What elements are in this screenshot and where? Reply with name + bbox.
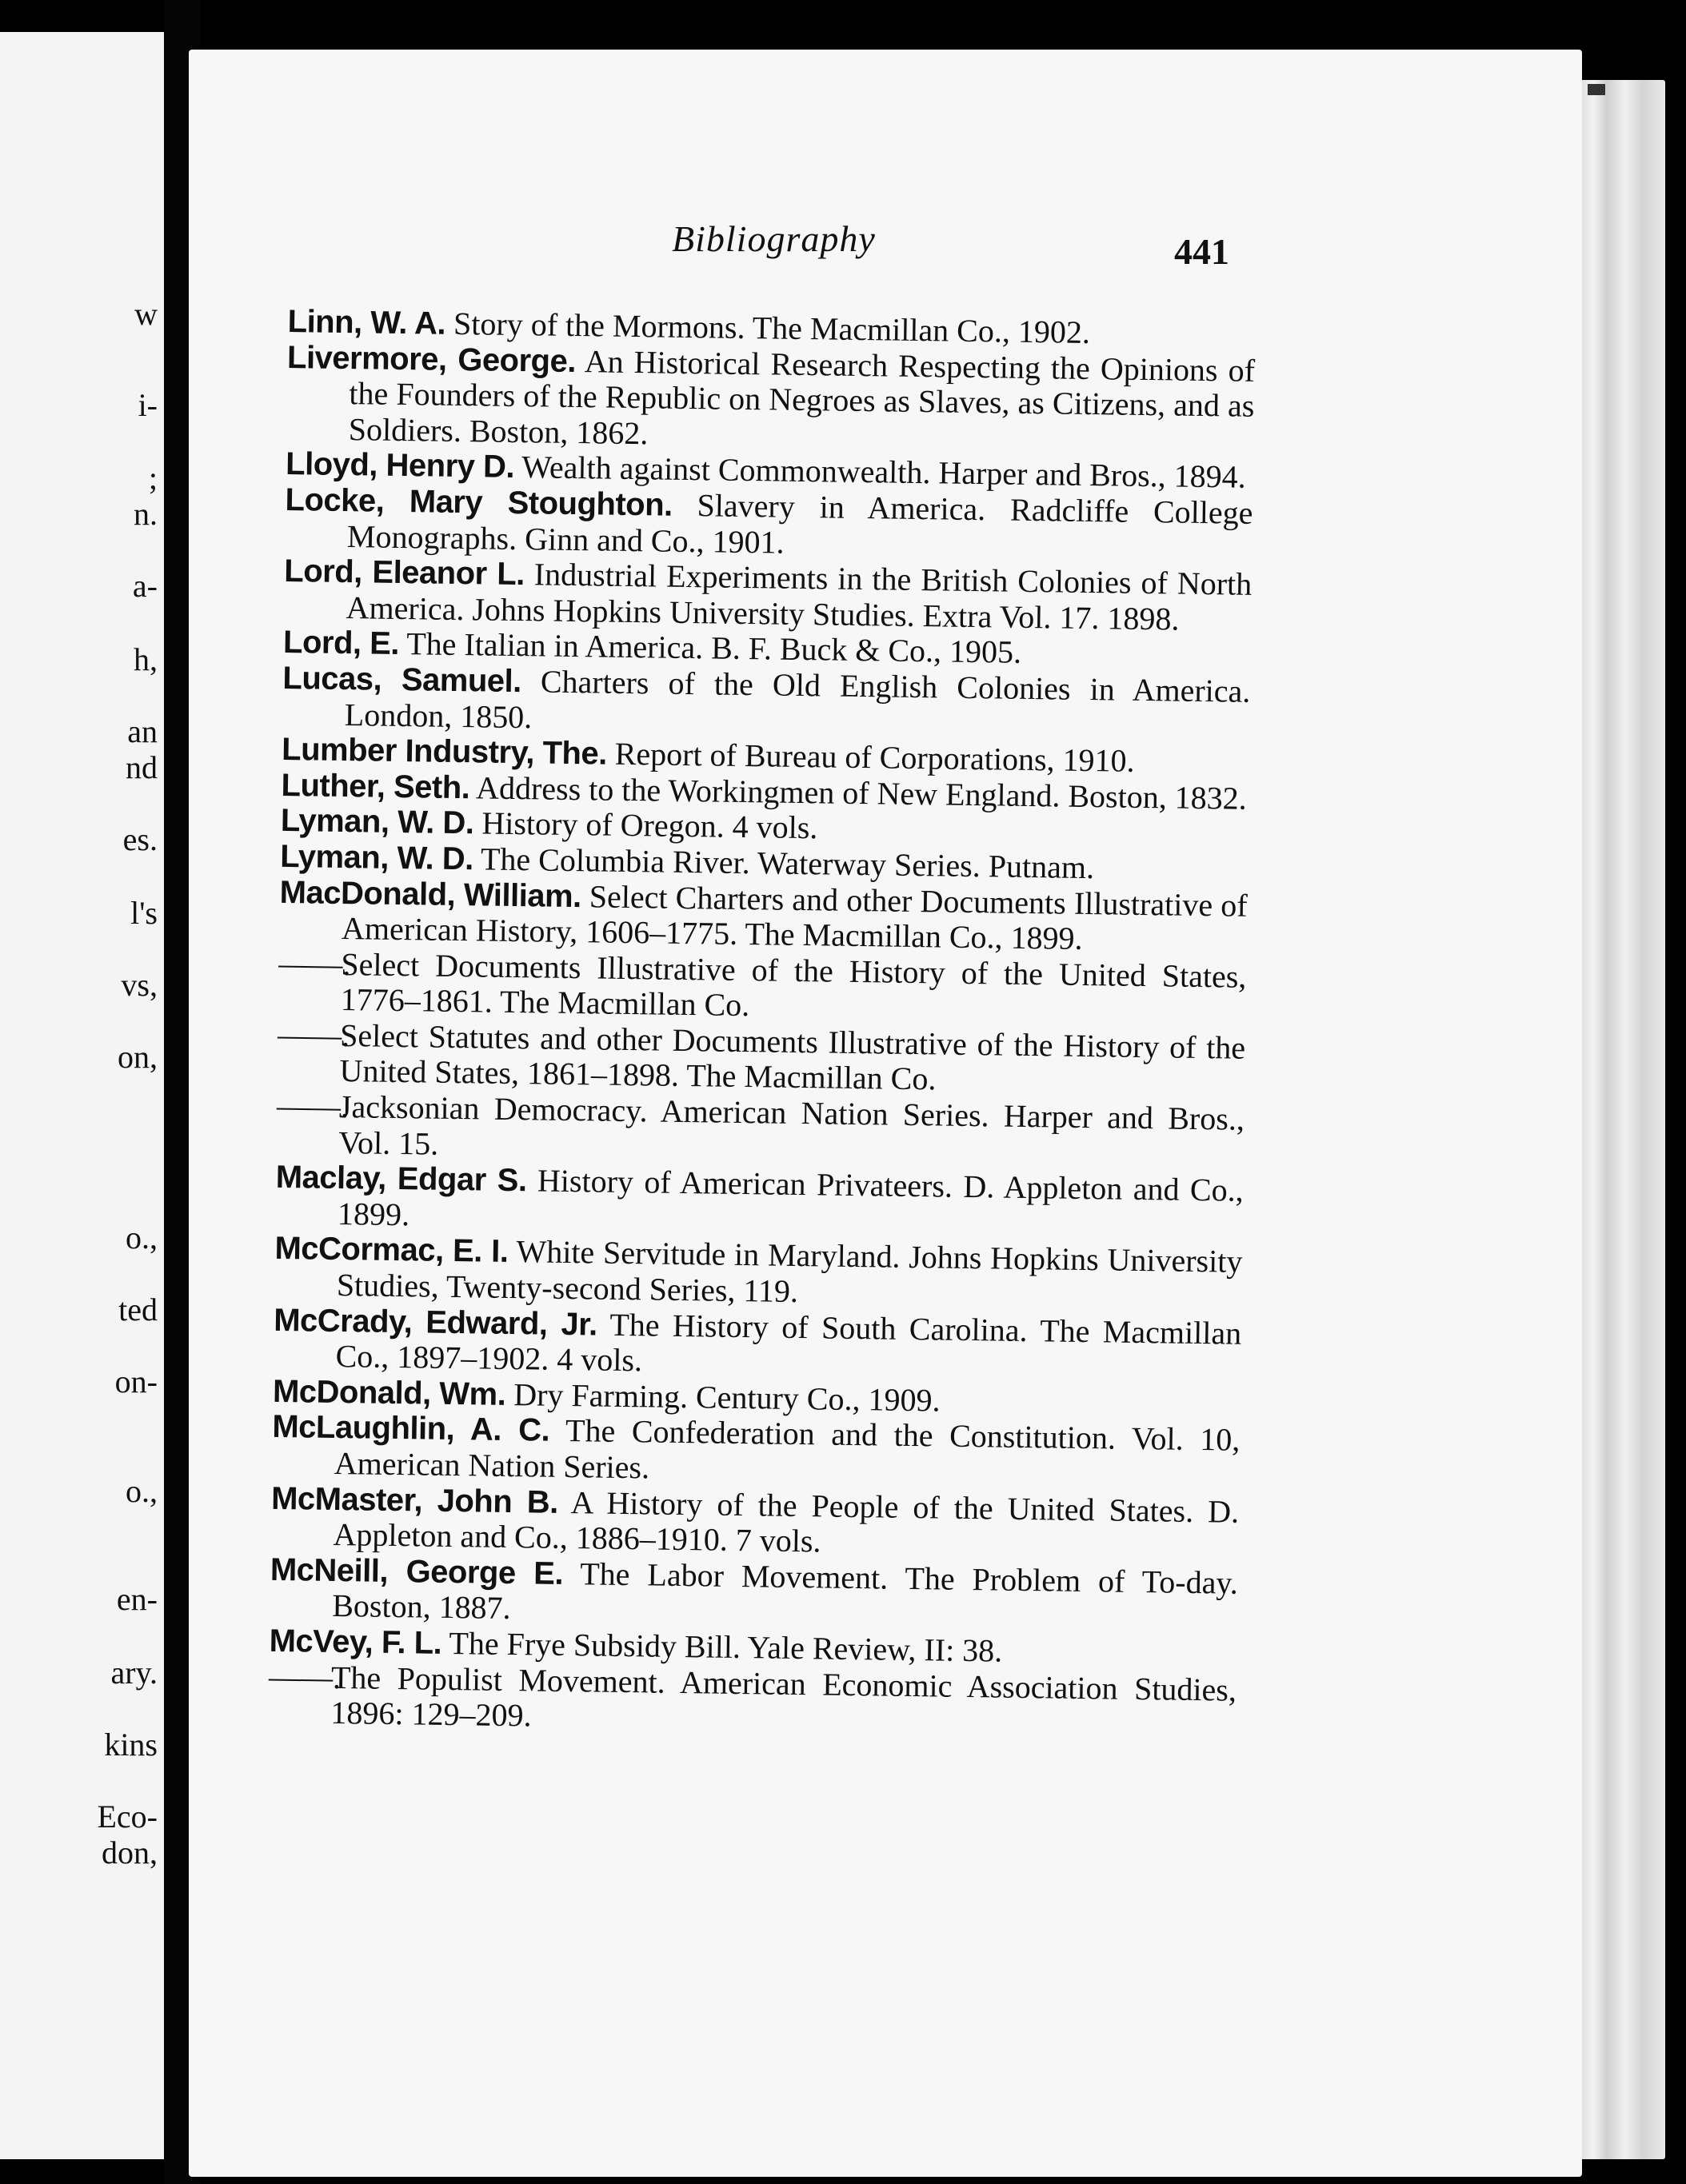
bibliography-entry: [273, 1303, 1241, 1387]
left-page-fragment: don,: [102, 1835, 158, 1871]
entry-text: Story of the Mormons. The Macmillan Co., 1902.: [453, 305, 1091, 351]
entry-text: The Confederation and the Constitution. Vol. 10, American Nation Series.: [334, 1412, 1241, 1486]
entry-author: McDonald, Wm.: [272, 1373, 506, 1412]
left-page-fragment: i-: [138, 387, 158, 423]
entry-dash: ——.: [276, 1087, 350, 1125]
entry-author: Lyman, W. D.: [280, 803, 474, 841]
entry-text: Charters of the Old English Colonies in America. London, 1850.: [344, 663, 1251, 735]
entry-author: McVey, F. L.: [269, 1623, 442, 1661]
entry-author: Lord, E.: [282, 625, 400, 662]
running-head: Bibliography: [672, 218, 876, 259]
bibliography-entry: [285, 482, 1253, 567]
left-page-fragment: ary.: [110, 1655, 158, 1691]
bibliography-entry: [271, 1409, 1240, 1494]
entry-dash: ——.: [277, 1016, 350, 1054]
entry-author: Lyman, W. D.: [280, 838, 474, 877]
bibliography-entry: [275, 1160, 1244, 1244]
entry-author: Livermore, George.: [286, 339, 577, 379]
entry-author: Lumber Industry, The.: [281, 732, 608, 772]
left-page-fragment: on-: [114, 1364, 158, 1399]
entry-author: Lord, Eleanor L.: [284, 553, 525, 593]
entry-text: Select Statutes and other Documents Illustrative of the History of the United States, 1861–1898. The Macmillan Co.: [339, 1016, 1246, 1097]
entry-author: McCrady, Edward, Jr.: [273, 1302, 597, 1343]
entry-text: An Historical Research Respecting the Opinions of the Founders of the Republic on Negroes as Slaves, as Citizens, and as Soldiers. Boston, 1862.: [348, 342, 1256, 452]
left-page-fragment: kins: [104, 1727, 158, 1763]
entry-text: Jacksonian Democracy. American Nation Series. Harper and Bros., Vol. 15.: [338, 1088, 1245, 1162]
entry-text: Wealth against Commonwealth. Harper and Bros., 1894.: [521, 449, 1247, 496]
entry-text: The Columbia River. Waterway Series. Putnam.: [480, 840, 1095, 886]
left-page-fragment: a-: [132, 568, 158, 604]
entry-text: The Italian in America. B. F. Buck & Co., 1905.: [406, 625, 1022, 671]
left-page-fragment: h,: [134, 641, 158, 677]
entry-text: The Frye Subsidy Bill. Yale Review, II: 38.: [449, 1624, 1003, 1669]
entry-text: The Labor Movement. The Problem of To-day. Boston, 1887.: [331, 1555, 1239, 1627]
left-page-fragment: n.: [134, 496, 158, 532]
left-page-fragment: an: [127, 713, 158, 749]
left-page-fragment: en-: [116, 1581, 158, 1617]
entry-author: McCormac, E. I.: [274, 1231, 509, 1270]
edge-mark: [1588, 84, 1605, 95]
entry-author: McMaster, John B.: [270, 1480, 559, 1520]
page-number: 441: [1174, 231, 1229, 272]
left-page-fragment: o.,: [126, 1220, 158, 1256]
entry-author: Lucas, Samuel.: [282, 660, 522, 700]
entry-author: Linn, W. A.: [287, 304, 446, 341]
entry-text: Address to the Workingmen of New England. Boston, 1832.: [475, 769, 1248, 817]
left-page-fragment: ted: [118, 1292, 158, 1328]
left-page-fragment: vs,: [121, 967, 158, 1003]
left-page-fragment: Eco-: [97, 1799, 158, 1835]
entry-text: Slavery in America. Radcliffe College Monographs. Ginn and Co., 1901.: [346, 487, 1253, 561]
entry-text: Industrial Experiments in the British Colonies of North America. Johns Hopkins University Studies. Extra Vol. 17. 1898.: [346, 556, 1253, 637]
entry-text: History of Oregon. 4 vols.: [481, 805, 818, 846]
left-page-fragment: w: [134, 296, 158, 332]
entry-author: Maclay, Edgar S.: [275, 1160, 527, 1199]
entry-text: Select Documents Illustrative of the History of the United States, 1776–1861. The Macmillan Co.: [340, 945, 1247, 1024]
entry-text: Dry Farming. Century Co., 1909.: [513, 1375, 941, 1419]
bibliography-entry: [286, 340, 1256, 461]
entry-text: History of American Privateers. D. Appleton and Co., 1899.: [337, 1162, 1244, 1233]
entry-text: The History of South Carolina. The Macmillan Co., 1897–1902. 4 vols.: [335, 1306, 1242, 1379]
entry-text: The Populist Movement. American Economic Association Studies, 1896: 129–209.: [330, 1659, 1237, 1734]
entry-author: Lloyd, Henry D.: [285, 446, 515, 485]
left-facing-page: [0, 32, 164, 2159]
bibliography-entry: [270, 1552, 1238, 1637]
bibliography-list: [268, 304, 1256, 1743]
entry-text: A History of the People of the United States. D. Appleton and Co., 1886–1910. 7 vols.: [333, 1483, 1240, 1559]
entry-author: Locke, Mary Stoughton.: [285, 481, 673, 523]
page-edges: [1576, 80, 1665, 2159]
entry-dash: ——.: [278, 944, 351, 982]
left-page-fragment: nd: [126, 749, 158, 785]
left-page-fragment: es.: [122, 821, 158, 857]
entry-text: White Servitude in Maryland. Johns Hopkins University Studies, Twenty-second Series, 119.: [336, 1233, 1243, 1310]
entry-text: Select Charters and other Documents Illustrative of American History, 1606–1775. The Macmillan Co., 1899.: [341, 877, 1248, 957]
entry-author: Luther, Seth.: [281, 767, 470, 805]
bibliography-entry: [274, 1231, 1243, 1316]
entry-text: Report of Bureau of Corporations, 1910.: [614, 735, 1135, 779]
left-page-fragment: o.,: [126, 1473, 158, 1509]
left-page-fragment: l's: [130, 895, 158, 931]
bibliography-entry: [268, 1659, 1237, 1743]
entry-author: MacDonald, William.: [279, 874, 582, 914]
bibliography-entry: [270, 1480, 1239, 1565]
entry-author: McNeill, George E.: [270, 1551, 564, 1591]
entry-author: McLaughlin, A. C.: [272, 1409, 550, 1449]
left-page-fragment: on,: [118, 1039, 158, 1075]
bibliography-entry: [282, 661, 1251, 745]
entry-dash: ——.: [268, 1658, 342, 1695]
left-page-fragment: ;: [148, 460, 158, 496]
bibliography-entry: [276, 1088, 1245, 1173]
